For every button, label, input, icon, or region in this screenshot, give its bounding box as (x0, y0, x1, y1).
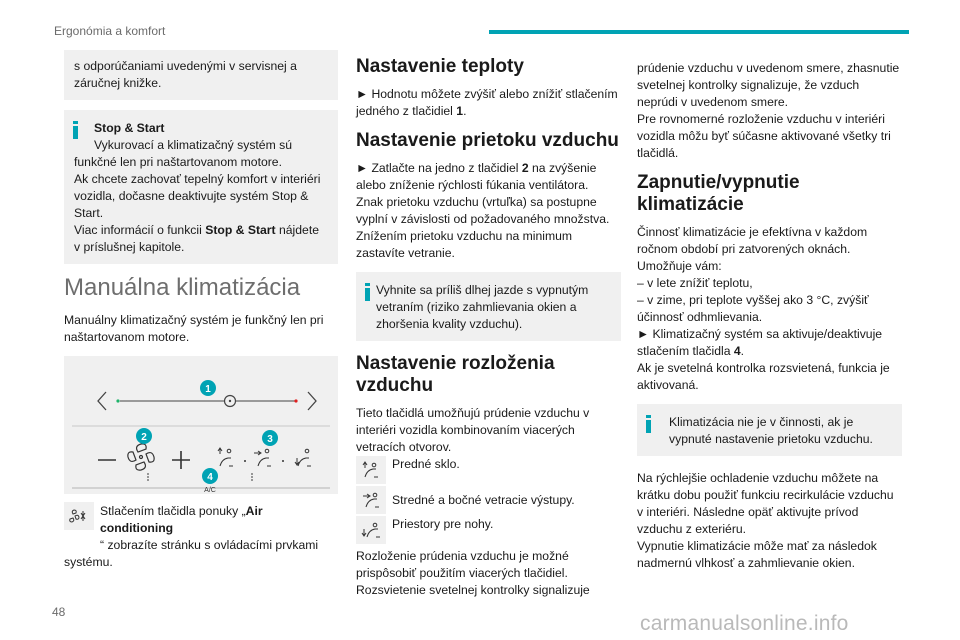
ac-button-text: ► Klimatizačný systém sa aktivuje/deaktivuje stlačením tlačidla 4. (637, 327, 883, 358)
section-heading-manual-ac: Manuálna klimatizácia (64, 274, 301, 301)
ac-text-1: Činnosť klimatizácie je efektívna v každom ročnom období pri zatvorených oknách. (637, 225, 868, 256)
dist-item-footwell (356, 516, 621, 544)
ac-list-2: – v zime, pri teplote vyššej ako 3 °C, zvýšiť účinnosť odhmlievania. (637, 293, 869, 324)
continued-note-box (64, 50, 338, 100)
info-icon (365, 283, 371, 301)
watermark: carmanualsonline.info (640, 612, 849, 635)
column-3 (637, 50, 902, 582)
ac-text-2: Umožňuje vám: (637, 259, 722, 273)
note-title: Stop & Start (94, 121, 165, 135)
note-line-1: Vykurovací a klimatizačný systém sú (94, 138, 292, 152)
windscreen-icon (356, 456, 386, 484)
note-line-2: funkčné len pri naštartovanom motore. (74, 155, 282, 169)
heading-ac-onoff: Zapnutie/vypnutie klimatizácie (637, 172, 800, 215)
menu-text-cont (64, 537, 338, 571)
info-icon (646, 415, 652, 433)
dist-item-windscreen-label: Predné sklo. (392, 457, 460, 471)
badge-4-label: 4 (207, 472, 213, 483)
menu-suffix: “ zobrazíte stránku s ovládacími prvkami systému. (64, 538, 319, 569)
flow-text-3: Znížením prietoku vzduchu na minimum zastavíte vetranie. (356, 229, 573, 260)
temp-slider-hot-dot (294, 399, 297, 402)
drag-handle-dots (147, 473, 253, 481)
ac-off-warning-text: Vypnutie klimatizácie môže mať za následok nadmernú vlhkosť a zahmlievanie okien. (637, 539, 877, 570)
air-conditioning-menu-icon (64, 502, 94, 530)
temp-decrease-chevron-icon (98, 392, 106, 410)
dist-uniform: Pre rovnomerné rozloženie vzduchu v interiéri vozidla môžu byť súčasne aktivované všetky tri tlačidlá. (637, 112, 891, 160)
face-vents-icon (356, 486, 386, 514)
heading-airflow: Nastavenie prietoku vzduchu (356, 130, 619, 151)
dist-item-vents (356, 486, 621, 514)
dist-item-windscreen (356, 456, 621, 484)
ac-lamp-text: Ak je svetelná kontrolka rozsvietená, funkcia je aktivovaná. (637, 361, 890, 392)
info-note-ventilation (356, 272, 621, 341)
flow-text: ► Zatlačte na jedno z tlačidiel 2 na zvýšenie alebo zníženie rýchlosti fúkania ventilátora. (356, 161, 597, 192)
temp-slider-cold-dot (116, 399, 119, 402)
dist-continued: prúdenie vzduchu v uvedenom smere, zhasnutie svetelnej kontrolky signalizuje, že vzduch neprúdi v uvedenom smere. (637, 61, 900, 109)
heading-temperature: Nastavenie teploty (356, 56, 524, 77)
intro-text: Manuálny klimatizačný systém je funkčný len pri naštartovanom motore. (64, 313, 324, 344)
dist-after: Rozloženie prúdenia vzduchu je možné prispôsobiť použitím viacerých tlačidiel. (356, 549, 569, 580)
menu-instruction (64, 502, 338, 537)
header-accent-bar (489, 30, 909, 34)
fan-icon (128, 444, 154, 470)
menu-text: Stlačením tlačidla ponuky „Air conditioning (100, 504, 263, 535)
note-ventilation-text: Vyhnite sa príliš dlhej jazde s vypnutým vetraním (riziko zahmlievania okien a zhoršenia kvality vzduchu). (376, 283, 589, 331)
note-more: Viac informácií o funkcii Stop & Start nájdete v príslušnej kapitole. (74, 223, 319, 254)
dist-intro: Tieto tlačidlá umožňujú prúdenie vzduchu v interiéri vozidla kombinovaním viacerých vetracích otvorov. (356, 406, 590, 454)
air-footwell-icon (295, 449, 311, 466)
ac-label: A/C (204, 487, 216, 494)
fast-cool-text: Na rýchlejšie ochladenie vzduchu môžete na krátku dobu použiť funkciu recirkulácie vzduchu v interiéri. Následne opäť aktivujte prívod vzduchu z exteriéru. (637, 471, 894, 536)
column-1 (64, 50, 338, 571)
info-note-ac (637, 404, 902, 456)
badge-1-label: 1 (205, 384, 211, 395)
footwell-icon (356, 516, 386, 544)
temp-text: ► Hodnotu môžete zvýšiť alebo znížiť stlačením jedného z tlačidiel 1. (356, 87, 618, 118)
column-2 (356, 50, 621, 599)
badge-2-label: 2 (141, 432, 147, 443)
continued-note-text: s odporúčaniami uvedenými v servisnej a záručnej knižke. (74, 59, 297, 90)
air-face-vents-icon (254, 449, 271, 466)
note-ac-text: Klimatizácia nie je v činnosti, ak je vypnuté nastavenie prietoku vzduchu. (669, 415, 873, 446)
dist-last: Rozsvietenie svetelnej kontrolky signalizuje (356, 583, 590, 597)
panel-drawing (64, 356, 338, 494)
air-windscreen-icon (218, 448, 233, 466)
temp-increase-chevron-icon (308, 392, 316, 410)
heading-distribution: Nastavenie rozloženia vzduchu (356, 353, 555, 396)
note-line-3: Ak chcete zachovať tepelný komfort v interiéri vozidla, dočasne deaktivujte systém Stop & Start. (74, 172, 321, 220)
header-section-title: Ergonómia a komfort (54, 24, 166, 38)
page-number: 48 (52, 605, 66, 619)
ac-list-1: – v lete znížiť teplotu, (637, 276, 753, 290)
badge-3-label: 3 (267, 434, 273, 445)
info-note-stop-start (64, 110, 338, 264)
info-icon (73, 121, 79, 139)
climate-control-panel-illustration (64, 356, 338, 494)
flow-text-2: Znak prietoku vzduchu (vrtuľka) sa postupne vyplní v závislosti od požadovaného množstva. (356, 195, 610, 226)
dist-item-footwell-label: Priestory pre nohy. (392, 517, 494, 531)
dist-item-vents-label: Stredné a bočné vetracie výstupy. (392, 493, 575, 507)
